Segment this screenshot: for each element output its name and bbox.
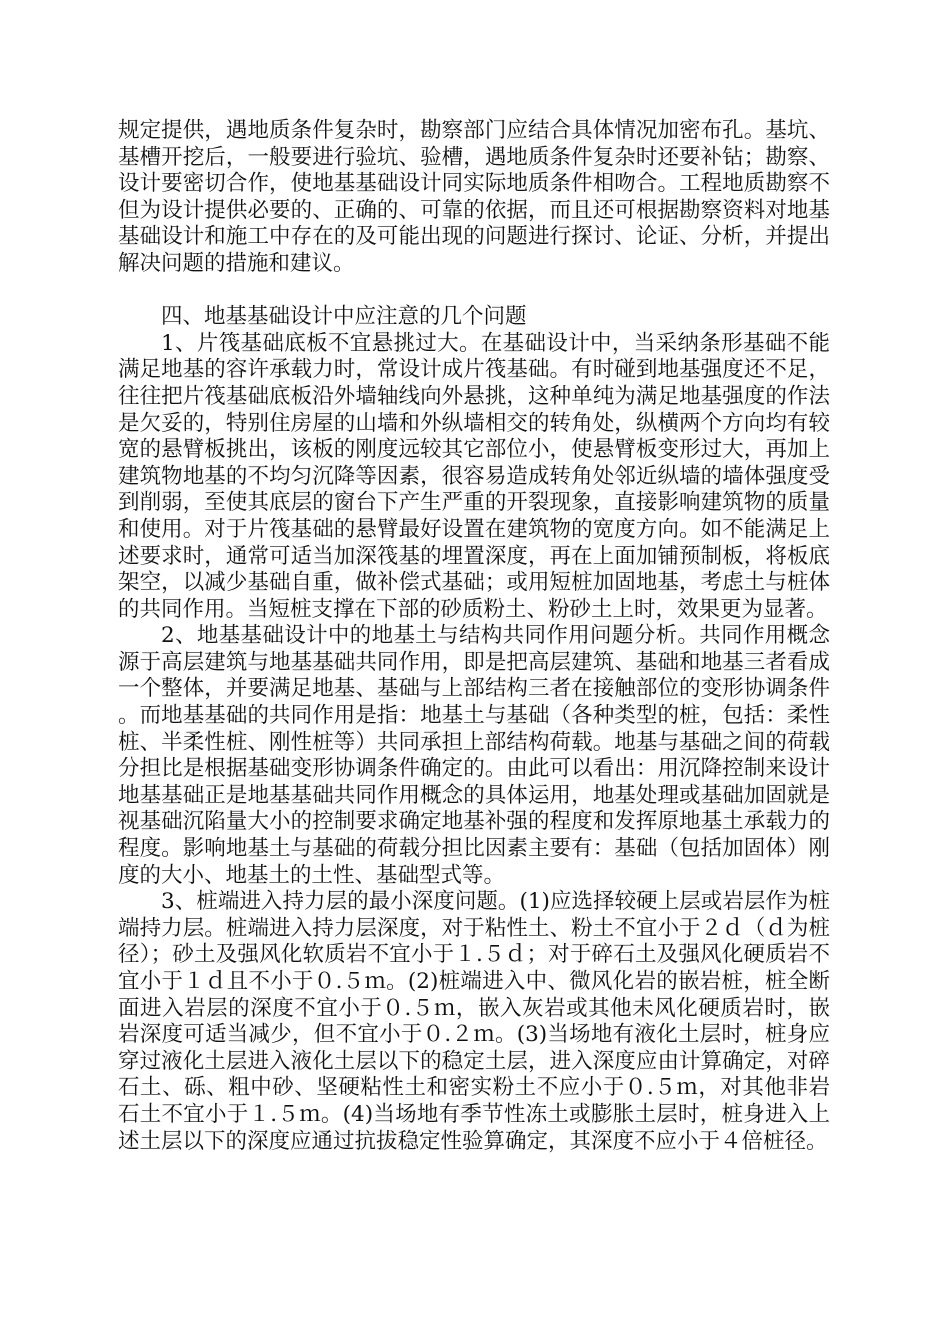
document-page <box>118 118 830 1155</box>
section-heading: 四、地基基础设计中应注意的几个问题 <box>161 304 527 330</box>
intro-paragraph: 规定提供，遇地质条件复杂时，勘察部门应结合具体情况加密布孔。基坑、基槽开挖后，一般要进行验坑、验槽，遇地质条件复杂时还要补钻；勘察、设计要密切合作，使地基基础设计同实际地质条件相吻合。工程地质勘察不但为设计提供必要的、正确的、可靠的依据，而且还可根据勘察资料对地基基础设计和施工中存在的及可能出现的问题进行探讨、论证、分析，并提出解决问题的措施和建议。 <box>118 118 830 276</box>
paragraph-pile-depth: 3、桩端进入持力层的最小深度问题。(1)应选择较硬上层或岩层作为桩端持力层。桩端进入持力层深度，对于粘性土、粉土不宜小于２ｄ（ｄ为桩径）；砂土及强风化软质岩不宜小于１.５ｄ；对于碎石土及强风化硬质岩不宜小于１ｄ且不小于０.５ｍ。(2)桩端进入中、微风化岩的嵌岩桩，桩全断面进入岩层的深度不宜小于０.５ｍ，嵌入灰岩或其他未风化硬质岩时，嵌岩深度可适当减少，但不宜小于０.２ｍ。(3)当场地有液化土层时，桩身应穿过液化土层进入液化土层以下的稳定土层，进入深度应由计算确定，对碎石土、砾、粗中砂、坚硬粘性土和密实粉土不应小于０.５ｍ，对其他非岩石土不宜小于１.５ｍ。(4)当场地有季节性冻土或膨胀土层时，桩身进入上述土层以下的深度应通过抗拔稳定性验算确定，其深度不应小于４倍桩径。 <box>118 889 830 1154</box>
paragraph-raft-foundation: 1、片筏基础底板不宜悬挑过大。在基础设计中，当采纳条形基础不能满足地基的容许承载力时，常设计成片筏基础。有时碰到地基强度还不足，往往把片筏基础底板沿外墙轴线向外悬挑，这种单纯为满足地基强度的作法是欠妥的，特别住房屋的山墙和外纵墙相交的转角处，纵横两个方向均有较宽的悬臂板挑出，该板的刚度远较其它部位小，使悬臂板变形过大，再加上建筑物地基的不均匀沉降等因素，很容易造成转角处邻近纵墙的墙体强度受到削弱，至使其底层的窗台下产生严重的开裂现象，直接影响建筑物的质量和使用。对于片筏基础的悬臂最好设置在建筑物的宽度方向。如不能满足上述要求时，通常可适当加深筏基的埋置深度，再在上面加铺预制板，将板底架空，以减少基础自重，做补偿式基础；或用短桩加固地基，考虑土与桩体的共同作用。当短桩支撑在下部的砂质粉土、粉砂土上时，效果更为显著。 <box>118 330 830 622</box>
paragraph-spacer <box>118 278 830 305</box>
paragraph-interaction-analysis: 2、地基基础设计中的地基土与结构共同作用问题分析。共同作用概念源于高层建筑与地基基础共同作用，即是把高层建筑、基础和地基三者看成一个整体，并要满足地基、基础与上部结构三者在接触部位的变形协调条件。而地基基础的共同作用是指：地基土与基础（各种类型的桩，包括：柔性桩、半柔性桩、刚性桩等）共同承担上部结构荷载。地基与基础之间的荷载分担比是根据基础变形协调条件确定的。由此可以看出：用沉降控制来设计地基基础正是地基基础共同作用概念的具体运用，地基处理或基础加固就是视基础沉陷量大小的控制要求确定地基补强的程度和发挥原地基土承载力的程度。影响地基土与基础的荷载分担比因素主要有：基础（包括加固体）刚度的大小、地基土的土性、基础型式等。 <box>118 623 830 888</box>
